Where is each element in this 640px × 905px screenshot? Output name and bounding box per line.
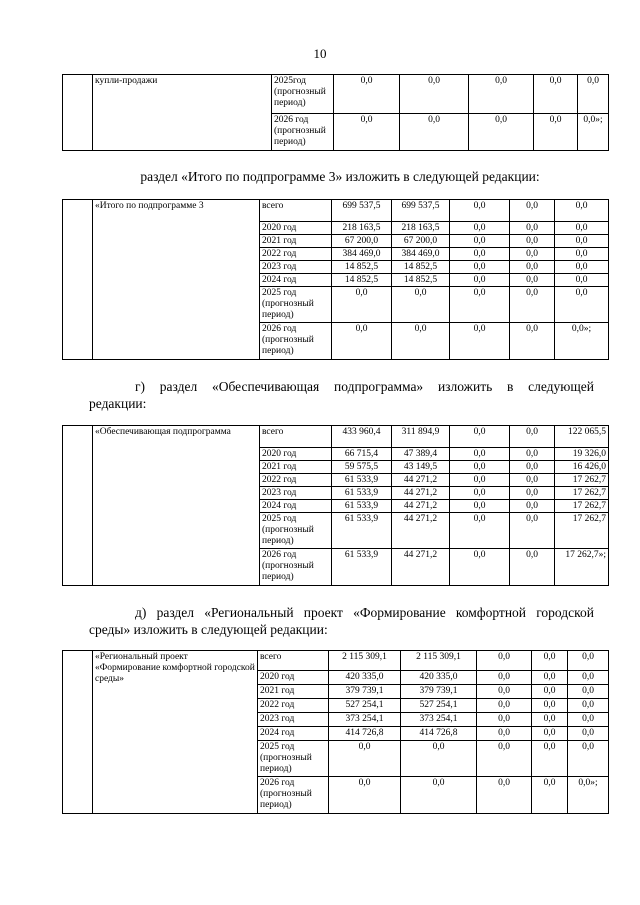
value-cell: 0,0 [555, 287, 609, 323]
value-cell: 0,0 [334, 114, 400, 151]
value-cell: 0,0 [477, 713, 532, 727]
value-cell: 0,0 [477, 741, 532, 777]
empty-cell [63, 200, 93, 360]
table-regional-project [62, 650, 609, 814]
value-cell: 527 254,1 [401, 699, 477, 713]
value-cell: 0,0 [510, 287, 555, 323]
empty-cell [63, 651, 93, 814]
value-cell: 61 533,9 [332, 500, 392, 513]
value-cell: 0,0 [568, 727, 609, 741]
value-cell: 0,0 [450, 549, 510, 586]
value-cell: 0,0 [401, 741, 477, 777]
value-cell: 47 389,4 [392, 448, 450, 461]
value-cell: 0,0 [469, 114, 534, 151]
value-cell: 0,0 [329, 741, 401, 777]
value-cell: 0,0 [532, 651, 568, 671]
value-cell: 0,0 [568, 651, 609, 671]
value-cell: 0,0 [477, 685, 532, 699]
value-cell: 384 469,0 [332, 248, 392, 261]
value-cell: 0,0 [534, 75, 578, 114]
year-cell: 2026 год (прогнозный период) [258, 777, 329, 814]
value-cell: 0,0 [450, 222, 510, 235]
value-cell: 17 262,7»; [555, 549, 609, 586]
value-cell: 0,0 [510, 426, 555, 448]
value-cell: 14 852,5 [392, 274, 450, 287]
page-number: 10 [313, 46, 327, 61]
year-cell: всего [260, 200, 332, 222]
value-cell: 44 271,2 [392, 500, 450, 513]
value-cell: 0,0 [450, 461, 510, 474]
value-cell: 66 715,4 [332, 448, 392, 461]
value-cell: 0,0 [450, 487, 510, 500]
value-cell: 0,0 [532, 741, 568, 777]
value-cell: 0,0 [332, 287, 392, 323]
value-cell: 0,0 [555, 200, 609, 222]
value-cell: 61 533,9 [332, 549, 392, 586]
value-cell: 373 254,1 [329, 713, 401, 727]
value-cell: 0,0 [477, 727, 532, 741]
year-cell: 2024 год [260, 500, 332, 513]
year-cell: 2022 год [258, 699, 329, 713]
value-cell: 0,0 [510, 248, 555, 261]
value-cell: 0,0 [568, 741, 609, 777]
value-cell: 0,0 [477, 699, 532, 713]
year-cell: 2021 год [258, 685, 329, 699]
value-cell: 414 726,8 [329, 727, 401, 741]
year-cell: 2020 год [260, 222, 332, 235]
value-cell: 14 852,5 [332, 274, 392, 287]
value-cell: 44 271,2 [392, 513, 450, 549]
value-cell: 0,0 [555, 248, 609, 261]
value-cell: 0,0 [568, 685, 609, 699]
value-cell: 0,0»; [578, 114, 609, 151]
value-cell: 0,0 [532, 777, 568, 814]
value-cell: 0,0 [450, 474, 510, 487]
year-cell: 2021 год [260, 461, 332, 474]
value-cell: 44 271,2 [392, 487, 450, 500]
value-cell: 414 726,8 [401, 727, 477, 741]
year-cell: 2020 год [260, 448, 332, 461]
value-cell: 699 537,5 [392, 200, 450, 222]
value-cell: 0,0 [510, 448, 555, 461]
value-cell: 0,0 [450, 248, 510, 261]
value-cell: 311 894,9 [392, 426, 450, 448]
table-purchase-sale [62, 74, 609, 151]
value-cell: 17 262,7 [555, 500, 609, 513]
paragraph-support-subprogram-cont: редакции: [89, 396, 147, 411]
value-cell: 17 262,7 [555, 487, 609, 500]
value-cell: 0,0»; [568, 777, 609, 814]
value-cell: 0,0 [400, 114, 469, 151]
year-cell: 2020 год [258, 671, 329, 685]
value-cell: 0,0 [450, 274, 510, 287]
year-cell: всего [260, 426, 332, 448]
empty-cell [63, 426, 93, 586]
value-cell: 44 271,2 [392, 549, 450, 586]
value-cell: 16 426,0 [555, 461, 609, 474]
value-cell: 699 537,5 [332, 200, 392, 222]
value-cell: 0,0 [532, 727, 568, 741]
value-cell: 0,0 [450, 200, 510, 222]
value-cell: 0,0 [332, 323, 392, 360]
value-cell: 14 852,5 [332, 261, 392, 274]
value-cell: 0,0 [555, 222, 609, 235]
value-cell: 61 533,9 [332, 487, 392, 500]
value-cell: 0,0 [568, 671, 609, 685]
year-cell: 2025год (прогнозный период) [272, 75, 334, 114]
value-cell: 0,0 [401, 777, 477, 814]
value-cell: 0,0 [555, 274, 609, 287]
value-cell: 0,0 [469, 75, 534, 114]
value-cell: 0,0 [532, 699, 568, 713]
section-name: купли-продажи [93, 75, 272, 151]
value-cell: 218 163,5 [332, 222, 392, 235]
year-cell: 2023 год [260, 261, 332, 274]
value-cell: 0,0 [532, 671, 568, 685]
year-cell: 2021 год [260, 235, 332, 248]
year-cell: 2024 год [258, 727, 329, 741]
value-cell: 0,0 [568, 699, 609, 713]
year-cell: 2026 год (прогнозный период) [272, 114, 334, 151]
paragraph-regional-project-cont: среды» изложить в следующей редакции: [89, 622, 328, 637]
value-cell: 0,0 [392, 323, 450, 360]
value-cell: 61 533,9 [332, 513, 392, 549]
section-name: «Итого по подпрограмме 3 [93, 200, 260, 360]
table-subprogram-3-total [62, 199, 609, 360]
value-cell: 19 326,0 [555, 448, 609, 461]
value-cell: 384 469,0 [392, 248, 450, 261]
value-cell: 0,0 [477, 651, 532, 671]
year-cell: 2025 год (прогнозный период) [258, 741, 329, 777]
value-cell: 14 852,5 [392, 261, 450, 274]
value-cell: 122 065,5 [555, 426, 609, 448]
value-cell: 0,0 [510, 261, 555, 274]
value-cell: 0,0 [578, 75, 609, 114]
year-cell: 2025 год (прогнозный период) [260, 513, 332, 549]
value-cell: 0,0 [510, 274, 555, 287]
year-cell: 2026 год (прогнозный период) [260, 549, 332, 586]
value-cell: 0,0 [450, 426, 510, 448]
value-cell: 43 149,5 [392, 461, 450, 474]
value-cell: 379 739,1 [401, 685, 477, 699]
value-cell: 373 254,1 [401, 713, 477, 727]
value-cell: 0,0 [450, 235, 510, 248]
paragraph-support-subprogram: г) раздел «Обеспечивающая подпрограмма» изложить в следующей [135, 379, 594, 394]
value-cell: 0,0 [450, 261, 510, 274]
value-cell: 0,0 [510, 235, 555, 248]
value-cell: 0,0 [568, 713, 609, 727]
value-cell: 0,0 [477, 777, 532, 814]
value-cell: 59 575,5 [332, 461, 392, 474]
year-cell: 2022 год [260, 248, 332, 261]
value-cell: 379 739,1 [329, 685, 401, 699]
empty-cell [63, 75, 93, 151]
value-cell: 0,0 [555, 261, 609, 274]
year-cell: 2026 год (прогнозный период) [260, 323, 332, 360]
value-cell: 0,0 [510, 222, 555, 235]
value-cell: 420 335,0 [329, 671, 401, 685]
paragraph-regional-project: д) раздел «Региональный проект «Формирование комфортной городской [135, 605, 594, 620]
value-cell: 0,0 [510, 487, 555, 500]
value-cell: 0,0 [532, 685, 568, 699]
value-cell: 0,0 [450, 448, 510, 461]
value-cell: 0,0 [477, 671, 532, 685]
value-cell: 17 262,7 [555, 513, 609, 549]
value-cell: 0,0 [450, 287, 510, 323]
year-cell: 2023 год [258, 713, 329, 727]
value-cell: 67 200,0 [392, 235, 450, 248]
value-cell: 0,0 [450, 323, 510, 360]
value-cell: 67 200,0 [332, 235, 392, 248]
value-cell: 0,0 [555, 235, 609, 248]
value-cell: 44 271,2 [392, 474, 450, 487]
value-cell: 0,0 [329, 777, 401, 814]
value-cell: 0,0 [510, 474, 555, 487]
value-cell: 0,0 [510, 549, 555, 586]
value-cell: 0,0 [532, 713, 568, 727]
value-cell: 0,0 [534, 114, 578, 151]
value-cell: 0,0 [450, 513, 510, 549]
value-cell: 61 533,9 [332, 474, 392, 487]
value-cell: 0,0»; [555, 323, 609, 360]
value-cell: 527 254,1 [329, 699, 401, 713]
value-cell: 2 115 309,1 [329, 651, 401, 671]
year-cell: 2025 год (прогнозный период) [260, 287, 332, 323]
value-cell: 0,0 [334, 75, 400, 114]
value-cell: 0,0 [450, 500, 510, 513]
year-cell: 2024 год [260, 274, 332, 287]
value-cell: 17 262,7 [555, 474, 609, 487]
section-name: «Обеспечивающая подпрограмма [93, 426, 260, 586]
value-cell: 0,0 [392, 287, 450, 323]
value-cell: 0,0 [510, 500, 555, 513]
section-name: «Региональный проект «Формирование комфортной городской среды» [93, 651, 258, 814]
value-cell: 0,0 [400, 75, 469, 114]
year-cell: 2022 год [260, 474, 332, 487]
value-cell: 0,0 [510, 323, 555, 360]
table-support-subprogram [62, 425, 609, 586]
paragraph-subprogram-3: раздел «Итого по подпрограмме 3» изложить в следующей редакции: [140, 169, 540, 184]
year-cell: всего [258, 651, 329, 671]
value-cell: 0,0 [510, 513, 555, 549]
value-cell: 218 163,5 [392, 222, 450, 235]
value-cell: 0,0 [510, 461, 555, 474]
value-cell: 433 960,4 [332, 426, 392, 448]
year-cell: 2023 год [260, 487, 332, 500]
value-cell: 420 335,0 [401, 671, 477, 685]
value-cell: 0,0 [510, 200, 555, 222]
value-cell: 2 115 309,1 [401, 651, 477, 671]
